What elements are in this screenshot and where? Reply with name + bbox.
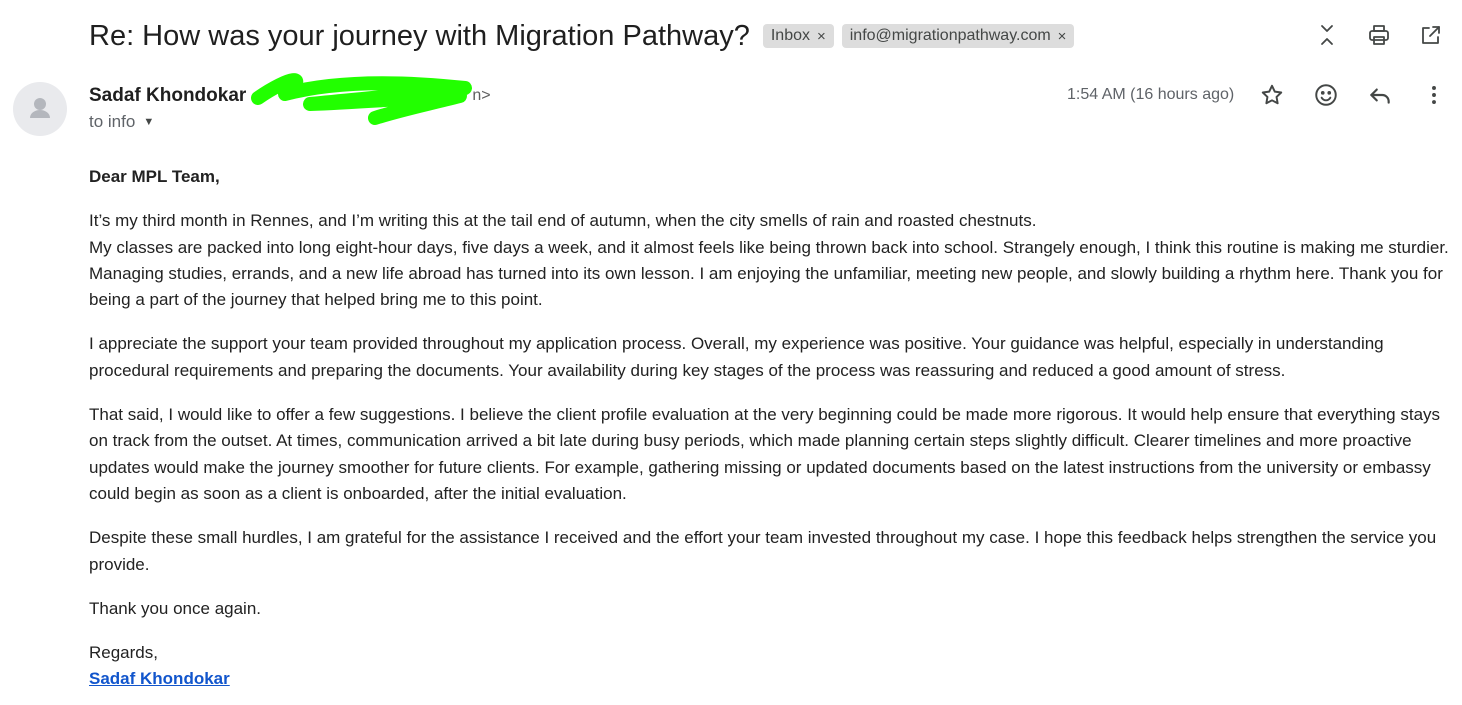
label-chip-info[interactable]	[842, 24, 1075, 48]
email-header	[89, 14, 1462, 58]
print-icon[interactable]	[1364, 20, 1394, 50]
sender-name[interactable]: Sadaf Khondokar	[89, 85, 247, 106]
emoji-icon[interactable]	[1311, 80, 1341, 110]
paragraph-3: That said, I would like to offer a few suggestions. I believe the client profile evaluation at the very beginning could be made more rigorous. It would help ensure that everything stays on track from the outset. At times, communication arrived a bit late during busy periods, which made planning certain steps slightly difficult. Clearer timelines and more proactive updates would make the journey smoother for future clients. For example, gathering missing or updated documents based on the latest instructions from the university or embassy could begin as soon as a client is onboarded, after the initial evaluation.	[89, 405, 1441, 503]
collapse-icon[interactable]	[1312, 20, 1342, 50]
greeting: Dear MPL Team,	[89, 167, 220, 186]
sender-email: n>	[472, 87, 491, 104]
paragraph-5: Thank you once again.	[89, 598, 262, 618]
sender-avatar[interactable]	[13, 82, 67, 136]
message-timestamp: 1:54 AM (16 hours ago)	[1067, 86, 1235, 103]
remove-label-icon[interactable]: ×	[816, 27, 826, 45]
label-chip-inbox[interactable]	[763, 24, 834, 48]
more-vert-icon[interactable]	[1419, 80, 1449, 110]
paragraph-1-line-1: It’s my third month in Rennes, and I’m writing this at the tail end of autumn, when the city smells of rain and roasted chestnuts.	[89, 211, 1037, 231]
open-in-new-icon[interactable]	[1416, 20, 1446, 50]
message-actions	[1257, 80, 1449, 110]
regards-text: Regards,	[89, 643, 158, 663]
label-chip-text: Inbox	[770, 27, 810, 44]
paragraph-4: Despite these small hurdles, I am grateful for the assistance I received and the effort your team invested throughout my case. I hope this feedback helps strengthen the service you provide.	[89, 528, 1437, 574]
signature-block	[89, 640, 1449, 693]
label-chip-text: info@migrationpathway.com	[849, 27, 1051, 44]
reply-icon[interactable]	[1365, 80, 1395, 110]
paragraph-2: I appreciate the support your team provided throughout my application process. Overall, my experience was positive. Your guidance was helpful, especially in understanding procedural requirements and preparing the documents. Your availability during key stages of the process was reassuring and reduced a good amount of stress.	[89, 334, 1384, 380]
email-subject: Re: How was your journey with Migration Pathway?	[89, 20, 750, 52]
person-icon	[13, 82, 67, 136]
header-actions	[1312, 20, 1446, 50]
recipient-text: to info	[89, 112, 136, 131]
paragraph-1-line-2: My classes are packed into long eight-hour days, five days a week, and it almost feels like being thrown back into school. Strangely enough, I think this routine is making me sturdier. Managing studies, errands, and a new life abroad has turned into its own lesson. I am enjoying the unfamiliar, meeting new people, and slowly building a rhythm here. Thank you for being a part of the journey that helped bring me to this point.	[89, 237, 1449, 310]
signature-link[interactable]: Sadaf Khondokar	[89, 669, 230, 689]
paragraph-1	[89, 208, 1449, 313]
chevron-down-icon: ▼	[143, 116, 155, 128]
email-body	[89, 164, 1449, 693]
star-icon[interactable]	[1257, 80, 1287, 110]
redaction-scribble	[250, 68, 475, 126]
recipient-dropdown[interactable]	[89, 112, 154, 132]
remove-label-icon[interactable]: ×	[1057, 27, 1067, 45]
